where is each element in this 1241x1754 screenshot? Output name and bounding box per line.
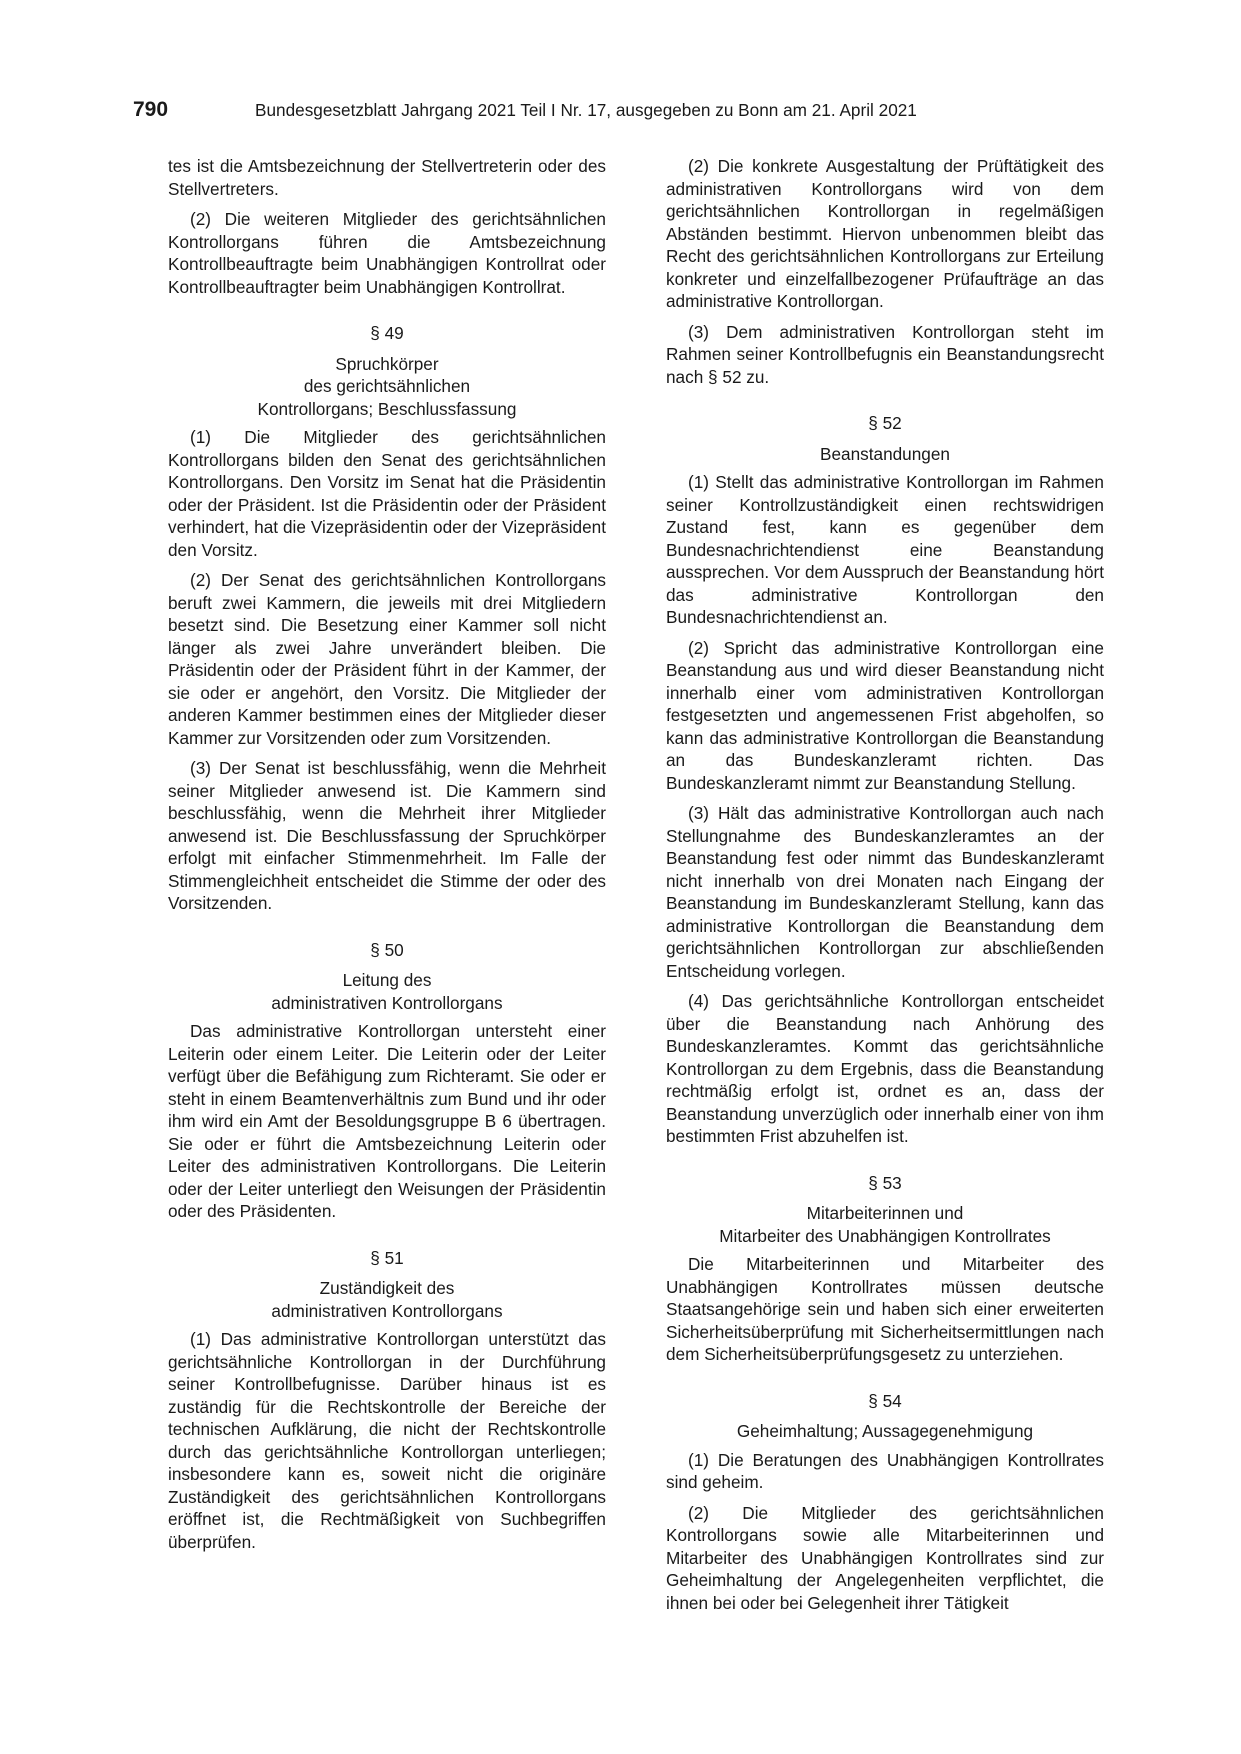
page-header bbox=[133, 98, 1103, 126]
section-title-line: Mitarbeiterinnen und bbox=[806, 1203, 964, 1223]
paragraph: (4) Das gerichtsähnliche Kontrollorgan entscheidet über die Beanstandung nach Anhörung des Bundeskanzleramtes. Kommt das gerichtsähnliche Kontrollorgan zu dem Ergebnis, dass die Beanstandung rechtmäßig erfolgt ist, ordnet es an, dass der Beanstandung unverzüglich oder innerhalb einer von ihm bestimmten Frist abzuhelfen ist. bbox=[666, 991, 1104, 1146]
paragraph: (2) Die Mitglieder des gerichtsähnlichen Kontrollorgans sowie alle Mitarbeiterinnen und Mitarbeiter des Unabhängigen Kontrollrates sind zur Geheimhaltung der Angelegenheiten verpflichtet, die ihnen bei oder bei Gelegenheit ihrer Tätigkeit bbox=[666, 1502, 1104, 1613]
running-title: Bundesgesetzblatt Jahrgang 2021 Teil I Nr. 17, ausgegeben zu Bonn am 21. April 2021 bbox=[255, 100, 917, 120]
section-number: § 49 bbox=[370, 323, 404, 343]
paragraph: (3) Dem administrativen Kontrollorgan steht im Rahmen seiner Kontrollbefugnis ein Beanstandungsrecht nach § 52 zu. bbox=[666, 321, 1104, 387]
paragraph: (3) Der Senat ist beschlussfähig, wenn die Mehrheit seiner Mitglieder anwesend ist. Die Kammern sind beschlussfähig, wenn die Mehrheit ihrer Mitglieder anwesend ist. Die Beschlussfassung der Spruchkörper erfolgt mit einfacher Stimmenmehrheit. Im Falle der Stimmengleichheit entscheidet die Stimme der oder des Vorsitzenden. bbox=[168, 758, 606, 913]
section-title bbox=[666, 443, 1104, 466]
paragraph: (2) Spricht das administrative Kontrollorgan eine Beanstandung aus und wird dieser Beanstandung nicht innerhalb einer vom administrativen Kontrollorgan festgesetzten und angemessenen Frist abgeholfen, so kann das administrative Kontrollorgan die Beanstandung an das Bundeskanzleramt richten. Das Bundeskanzleramt nimmt zur Beanstandung Stellung. bbox=[666, 637, 1104, 793]
section-title-line: administrativen Kontrollorgans bbox=[271, 992, 503, 1013]
section-title bbox=[168, 1277, 606, 1322]
section-title bbox=[168, 969, 606, 1014]
section-title-line: Geheimhaltung; Aussagegenehmigung bbox=[736, 1421, 1034, 1441]
section-title-line: administrativen Kontrollorgans bbox=[271, 1300, 503, 1321]
section-title-line: Spruchkörper bbox=[335, 353, 439, 374]
paragraph: Die Mitarbeiterinnen und Mitarbeiter des Unabhängigen Kontrollrates müssen deutsche Staatsangehörige sein und haben sich einer erweiterten Sicherheitsüberprüfung mit Sicherheitsermittlungen nach dem Sicherheitsüberprüfungsgesetz zu unterziehen. bbox=[666, 1254, 1104, 1364]
section-number: § 54 bbox=[868, 1390, 902, 1411]
section-number: § 52 bbox=[868, 413, 902, 433]
section-title-line: Beanstandungen bbox=[820, 443, 950, 464]
section-title-line: des gerichtsähnlichen bbox=[303, 376, 471, 396]
section-number: § 53 bbox=[868, 1172, 902, 1193]
page-number: 790 bbox=[133, 98, 169, 121]
paragraph: (1) Stellt das administrative Kontrollorgan im Rahmen seiner Kontrollzuständigkeit einen rechtswidrigen Zustand fest, kann es gegenüber dem Bundesnachrichtendienst eine Beanstandung aussprechen. Vor dem Ausspruch der Beanstandung hört das administrative Kontrollorgan den Bundesnachrichtendienst an. bbox=[666, 472, 1104, 627]
section-title-line: Leitung des bbox=[342, 970, 432, 990]
paragraph: tes ist die Amtsbezeichnung der Stellvertreterin oder des Stellvertreters. bbox=[168, 156, 606, 199]
section-number: § 50 bbox=[370, 939, 404, 960]
left-column bbox=[168, 155, 606, 1561]
paragraph: (1) Die Mitglieder des gerichtsähnlichen Kontrollorgans bilden den Senat des gerichtsähnlichen Kontrollorgans. Den Vorsitz im Senat hat die Präsidentin oder der Präsident. Ist die Präsidentin oder der Präsident verhindert, hat die Vizepräsidentin oder der Vizepräsident den Vorsitz. bbox=[168, 427, 606, 560]
section-title bbox=[666, 1420, 1104, 1443]
section-title bbox=[666, 1202, 1104, 1247]
section-title-line: Mitarbeiter des Unabhängigen Kontrollrates bbox=[719, 1225, 1051, 1246]
right-column bbox=[666, 155, 1104, 1622]
paragraph: (2) Die weiteren Mitglieder des gerichtsähnlichen Kontrollorgans führen die Amtsbezeichnung Kontrollbeauftragte beim Unabhängigen Kontrollrat oder Kontrollbeauftragter beim Unabhängigen Kontrollrat. bbox=[168, 209, 606, 297]
paragraph: (3) Hält das administrative Kontrollorgan auch nach Stellungnahme des Bundeskanzleramtes an der Beanstandung fest oder nimmt das Bundeskanzleramt nicht innerhalb von drei Monaten nach Eingang der Beanstandung im Bundeskanzleramt Stellung, kann das administrative Kontrollorgan die Beanstandung dem gerichtsähnlichen Kontrollorgan zur abschließenden Entscheidung vorlegen. bbox=[666, 803, 1104, 981]
section-title-line: Zuständigkeit des bbox=[319, 1278, 455, 1298]
paragraph: (2) Der Senat des gerichtsähnlichen Kontrollorgans beruft zwei Kammern, die jeweils mit drei Mitgliedern besetzt sind. Die Besetzung einer Kammer soll nicht länger als zwei Jahre unverändert bleiben. Die Präsidentin oder der Präsident führt in der Kammer, der sie oder er angehört, den Vorsitz. Die Mitglieder der anderen Kammer bestimmen eines der Mitglieder dieser Kammer zur Vorsitzenden oder zum Vorsitzenden. bbox=[168, 570, 606, 748]
section-number: § 51 bbox=[370, 1247, 404, 1268]
paragraph: (2) Die konkrete Ausgestaltung der Prüftätigkeit des administrativen Kontrollorgans wird von dem gerichtsähnlichen Kontrollorgan in regelmäßigen Abständen bestimmt. Hiervon unbenommen bleibt das Recht des gerichtsähnlichen Kontrollorgans zur Erteilung konkreter und einzelfallbezogener Prüfaufträge an das administrative Kontrollorgan. bbox=[666, 156, 1104, 311]
section-title bbox=[168, 353, 606, 421]
paragraph: Das administrative Kontrollorgan untersteht einer Leiterin oder einem Leiter. Die Leiterin oder der Leiter verfügt über die Befähigung zum Richteramt. Sie oder er steht in einem Beamtenverhältnis zum Bund und ihr oder ihm wird ein Amt der Besoldungsgruppe B 6 übertragen. Sie oder er führt die Amtsbezeichnung Leiterin oder Leiter des administrativen Kontrollorgans. Die Leiterin oder der Leiter unterliegt den Weisungen der Präsidentin oder des Präsidenten. bbox=[168, 1021, 606, 1221]
paragraph: (1) Das administrative Kontrollorgan unterstützt das gerichtsähnliche Kontrollorgan in der Durchführung seiner Kontrollbefugnisse. Darüber hinaus ist es zuständig für die Rechtskontrolle der Bereiche der technischen Aufklärung, die nicht der Rechtskontrolle durch das gerichtsähnliche Kontrollorgan unterliegen; insbesondere kann es, soweit nicht die originäre Zuständigkeit des gerichtsähnlichen Kontrollorgans eröffnet ist, die Rechtmäßigkeit von Suchbegriffen überprüfen. bbox=[168, 1329, 606, 1552]
section-title-line: Kontrollorgans; Beschlussfassung bbox=[257, 398, 517, 419]
paragraph: (1) Die Beratungen des Unabhängigen Kontrollrates sind geheim. bbox=[666, 1449, 1104, 1492]
